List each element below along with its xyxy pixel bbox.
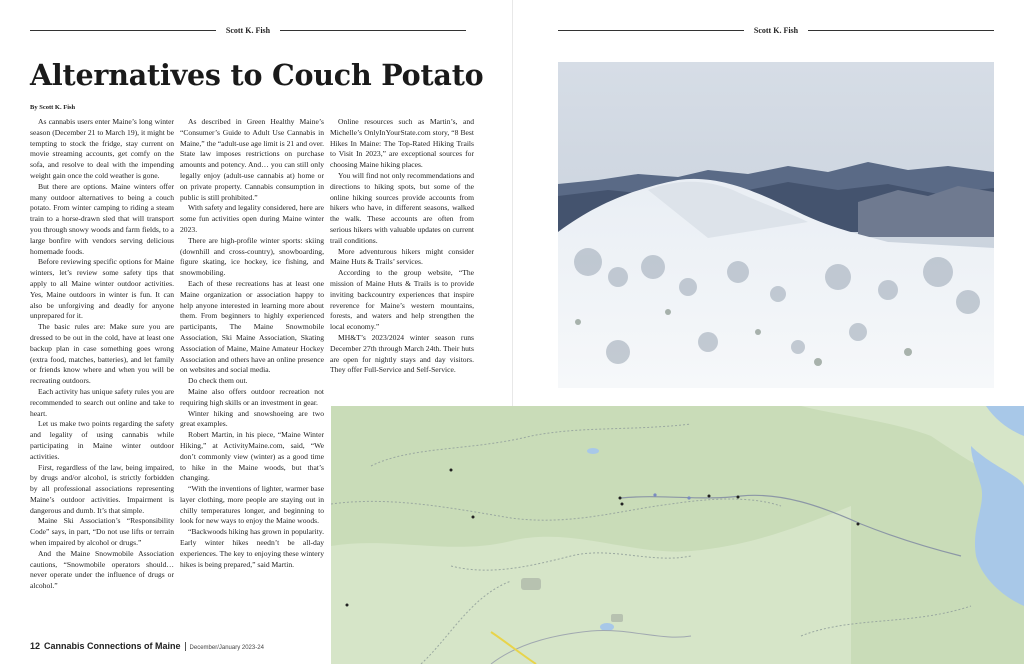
running-header-right <box>558 24 994 36</box>
paragraph: And the Maine Snowmobile Association cautions, “Snowmobile operators should… never operate under the influence of drugs or alcohol.” <box>30 548 174 591</box>
article-column-1 <box>30 117 174 592</box>
paragraph: “Backwoods hiking has grown in popularity. Early winter hikes needn’t be all-day experiences. The key to enjoying these wintery hikes is being prepared,” said Martin. <box>180 527 324 569</box>
paragraph: Maine Ski Association’s “Responsibility Code” says, in part, “Do not use lifts or terrain when impaired by alcohol or drugs.” <box>30 516 174 548</box>
article-column-2 <box>180 117 324 570</box>
header-author: Scott K. Fish <box>753 25 799 35</box>
paragraph: Winter hiking and snowshoeing are two great examples. <box>180 408 324 429</box>
paragraph: More adventurous hikers might consider Maine Huts & Trails’ services. <box>330 246 474 267</box>
paragraph: The basic rules are: Make sure you are dressed to be out in the cold, have at least one backup plan in case something goes wrong (extra food, matches, batteries), and let family or friends know where and when you will be recreating outdoors. <box>30 322 174 386</box>
paragraph: MH&T’s 2023/2024 winter season runs December 27th through March 24th. Their huts are open for nightly stays and day visitors. They offer Full-Service and Self-Service. <box>330 332 474 375</box>
header-rule <box>30 30 216 31</box>
running-header-left <box>30 24 466 36</box>
paragraph: “With the inventions of lighter, warmer base layer clothing, more people are staying out in chilly temperatures longer, and beginning to look for new ways to enjoy the Maine woods. <box>180 484 324 526</box>
trail-map-image <box>331 406 1024 664</box>
paragraph: As cannabis users enter Maine’s long winter season (December 21 to March 19), it might be tempting to stock the fridge, stay current on movie streaming accounts, get comfy on the sofa, and resolve to deal with the impending weight gain once the cold weather is gone. <box>30 117 174 180</box>
mountain-landscape-image <box>558 62 994 388</box>
header-author: Scott K. Fish <box>225 25 271 35</box>
paragraph: Do check them out. <box>188 376 248 386</box>
winter-mountain-photo <box>558 62 994 388</box>
page-footer <box>30 641 264 651</box>
paragraph: But there are options. Maine winters offer many outdoor alternatives to being a couch potato. From winter camping to riding a steam train to a horse-drawn sled that will transport you through snowy woods and farm fields, to a large bonfire with vendors serving delicious homemade foods. <box>30 181 174 256</box>
header-rule <box>280 30 466 31</box>
paragraph: Maine also offers outdoor recreation not requiring high skills or an investment in gear. <box>180 386 324 407</box>
page-number: 12 <box>30 641 41 651</box>
article-byline: By Scott K. Fish <box>30 104 76 111</box>
paragraph: Robert Martin, in his piece, “Maine Winter Hiking,” at ActivityMaine.com, said, “We don’t commonly view (winter) as a good time to hike in the Maine woods, but that’s changing. <box>180 430 324 483</box>
issue-date: December/January 2023-24 <box>189 645 264 651</box>
article-title: Alternatives to Couch Potato <box>30 58 484 92</box>
paragraph: There are high-profile winter sports: skiing (downhill and cross-country), snowboarding, figure skating, ice hockey, ice fishing, and snowmobiling. <box>180 235 324 278</box>
paragraph: Before reviewing specific options for Maine winters, let’s review some safety tips that apply to all Maine winter outdoor activities. Yes, Maine outdoors in winter is fun. It can also be unforgiving and deadly for anyone unprepared for it. <box>30 257 174 321</box>
header-rule <box>558 30 744 31</box>
magazine-name: Cannabis Connections of Maine <box>44 641 181 651</box>
paragraph: According to the group website, “The mission of Maine Huts & Trails is to provide inviting backcountry experiences that inspire reverence for Maine’s western mountains, forests, and waters and help strengthen the local economy.” <box>330 268 474 332</box>
paragraph: As described in Green Healthy Maine’s “Consumer’s Guide to Adult Use Cannabis in Maine,” the “adult-use age limit is 21 and over. State law imposes restrictions on purchase amounts and potency. And… you can still only legally enjoy (adult-use cannabis at) home or on private property. Cannabis consumption in public is still prohibited.” <box>180 117 324 202</box>
paragraph: First, regardless of the law, being impaired, by drugs and/or alcohol, is strictly forbidden by all professional associations representing Maine’s outdoor activities. Impairment is dangerous and dumb. It’s that simple. <box>30 462 174 515</box>
paragraph: Each activity has unique safety rules you are recommended to search out online and take to heart. <box>30 386 174 418</box>
trail-map <box>331 406 1024 664</box>
footer-divider <box>185 642 186 651</box>
paragraph: Online resources such as Martin’s, and Michelle’s OnlyInYourState.com story, “8 Best Hikes In Maine: The Top-Rated Hiking Trails to Visit In 2023,” are exceptional sources for choosing Maine hiking places. <box>330 117 474 170</box>
paragraph: Each of these recreations has at least one Maine organization or association happy to help anyone interested in learning more about them. From beginners to highly experienced participants, The Maine Snowmobile Association, Ski Maine Association, Skating Association of Maine, Maine Amateur Hockey Association and others have an online presence on websites and social media. <box>180 278 324 375</box>
paragraph: With safety and legality considered, here are some fun activities open during Maine winter 2023. <box>180 203 324 234</box>
paragraph: Let us make two points regarding the safety and legality of using cannabis while participating in Maine winter outdoor activities. <box>30 419 174 461</box>
header-rule <box>808 30 994 31</box>
paragraph: You will find not only recommendations and directions to hiking spots, but some of the online hiking sources provide accounts from hikers who have, in different seasons, walked the walk. These accounts are often from serious hikers with valuable updates on current trail conditions. <box>330 170 474 245</box>
article-column-3 <box>330 117 474 376</box>
